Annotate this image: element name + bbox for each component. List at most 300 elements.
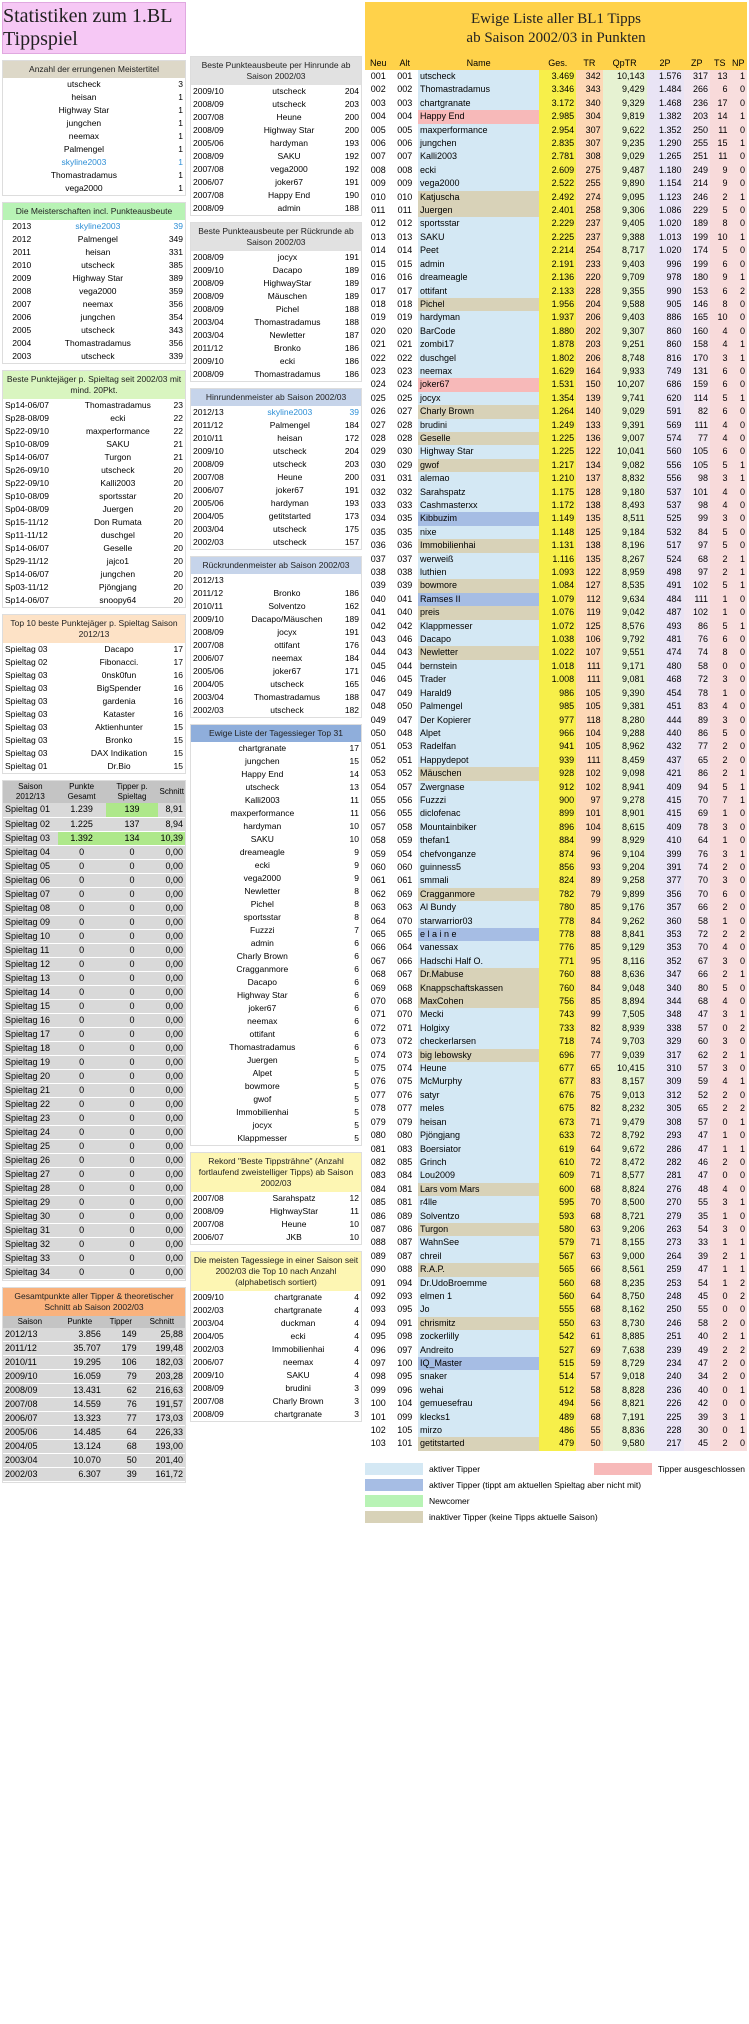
table-cell: 068 xyxy=(370,969,386,980)
table-cell: admin xyxy=(418,258,539,271)
table-row xyxy=(365,620,747,633)
table-cell: 098 xyxy=(370,1371,386,1382)
table-cell: 104 xyxy=(576,821,603,834)
table-cell: 030 xyxy=(397,446,413,457)
table-cell: 13 xyxy=(349,782,359,792)
table-row xyxy=(365,231,747,244)
table-cell: 2002/03 xyxy=(193,705,224,715)
table-cell: 035 xyxy=(397,526,413,537)
table-cell: Spieltag 20 xyxy=(3,1069,58,1083)
table-cell: 0 xyxy=(730,1183,747,1196)
table-cell: 2011/12 xyxy=(193,343,224,353)
table-cell: 97 xyxy=(684,566,711,579)
table-cell: 0 xyxy=(730,888,747,901)
table-cell: 8,162 xyxy=(603,1303,647,1316)
table-cell: 0 xyxy=(106,1251,159,1265)
table-cell: 259 xyxy=(647,1263,684,1276)
table-row xyxy=(191,911,361,924)
table-cell: zockerlilly xyxy=(418,1330,539,1343)
table-cell: 3 xyxy=(710,472,730,485)
table-cell: 2 xyxy=(730,1277,747,1290)
table-cell: Kataster xyxy=(103,709,135,719)
table-cell: 77 xyxy=(684,740,711,753)
table-cell: 415 xyxy=(647,794,684,807)
table-cell: 63 xyxy=(576,1317,603,1330)
table-cell: 64 xyxy=(103,1426,139,1440)
table-cell: 0 xyxy=(106,999,159,1013)
table-cell: 2012/13 xyxy=(193,575,224,585)
table-cell: 0 xyxy=(106,1139,159,1153)
table-row xyxy=(365,714,747,727)
table-cell: HighwayStar xyxy=(269,1206,319,1216)
table-cell: 2011/12 xyxy=(193,588,224,598)
table-cell: 173,03 xyxy=(139,1412,185,1426)
table-cell: 3 xyxy=(710,848,730,861)
table-cell: 1.217 xyxy=(539,459,576,472)
table-cell: 2 xyxy=(710,1049,730,1062)
table-cell: 2 xyxy=(730,1290,747,1303)
table-cell: duckman xyxy=(280,1318,316,1328)
table-cell: 015 xyxy=(397,258,413,269)
table-cell: 018 xyxy=(370,298,386,309)
table-cell: e l a i n e xyxy=(418,928,539,941)
table-cell: 34 xyxy=(684,1370,711,1383)
table-cell: 2008/09 xyxy=(193,1206,224,1216)
table-cell: Dr.UdoBroemme xyxy=(418,1277,539,1290)
table-row xyxy=(365,150,747,163)
table-cell: 024 xyxy=(370,379,386,390)
table-cell: 0,00 xyxy=(158,887,185,901)
table-cell: 029 xyxy=(397,459,413,470)
table-cell: Highway Star xyxy=(237,990,288,1000)
table-cell: 8,901 xyxy=(603,807,647,820)
table-cell: 0 xyxy=(730,821,747,834)
table-cell: 037 xyxy=(397,553,413,564)
table-cell: 031 xyxy=(397,473,413,484)
table-cell: 47 xyxy=(684,1263,711,1276)
table-cell: 9,390 xyxy=(603,687,647,700)
table-cell: 10 xyxy=(710,311,730,324)
table-cell: 1.937 xyxy=(539,311,576,324)
table-cell: 0 xyxy=(58,1181,106,1195)
table-cell: 353 xyxy=(647,941,684,954)
table-cell: 82 xyxy=(576,1022,603,1035)
table-cell: 0 xyxy=(106,859,159,873)
table-cell: 2 xyxy=(710,1357,730,1370)
table-cell: 007 xyxy=(370,151,386,162)
table-cell: 0 xyxy=(58,999,106,1013)
table-cell: SAKU xyxy=(106,439,130,449)
table-cell: 9,098 xyxy=(603,767,647,780)
table-cell: 35 xyxy=(684,1210,711,1223)
table-row xyxy=(365,781,747,794)
table-cell: 8,792 xyxy=(603,1129,647,1142)
table-header: Punkte xyxy=(57,1316,103,1328)
table-cell: 63 xyxy=(576,1223,603,1236)
table-cell: 0 xyxy=(730,539,747,552)
table-cell: 64 xyxy=(576,1143,603,1156)
table-row xyxy=(191,471,361,484)
table-cell: hardyman xyxy=(243,821,282,831)
table-cell: 006 xyxy=(370,138,386,149)
table-cell: Spieltag 02 xyxy=(3,817,58,831)
table-cell: 070 xyxy=(370,996,386,1007)
table-cell: 062 xyxy=(370,888,386,899)
table-row xyxy=(365,660,747,673)
table-cell: 2008 xyxy=(12,286,32,296)
table-cell: 199 xyxy=(684,258,711,271)
table-cell: 003 xyxy=(397,97,413,108)
table-cell: 771 xyxy=(539,955,576,968)
table-cell: 095 xyxy=(370,1331,386,1342)
table-cell: luthien xyxy=(418,566,539,579)
table-cell: 173 xyxy=(344,511,359,521)
table-row xyxy=(365,848,747,861)
table-cell: 0 xyxy=(730,834,747,847)
table-cell: 6 xyxy=(710,258,730,271)
table-cell: 086 xyxy=(370,1210,386,1221)
table-cell: 9,262 xyxy=(603,915,647,928)
table-row xyxy=(365,97,747,110)
table-row xyxy=(191,355,361,368)
table-cell: 188 xyxy=(344,203,359,213)
table-cell: 11 xyxy=(710,124,730,137)
table-cell: 0,00 xyxy=(158,943,185,957)
table-cell: 0 xyxy=(106,943,159,957)
table-cell: 574 xyxy=(647,432,684,445)
table-cell: 013 xyxy=(370,231,386,242)
table-cell: gardenia xyxy=(102,696,136,706)
table-cell: 9,018 xyxy=(603,1370,647,1383)
table-cell: 17 xyxy=(349,743,359,753)
table-row xyxy=(3,529,185,542)
table-cell: 8,615 xyxy=(603,821,647,834)
table-cell: 6 xyxy=(354,1029,359,1039)
table-cell: Juergen xyxy=(418,204,539,217)
table-cell: 98 xyxy=(684,472,711,485)
table-cell: 16 xyxy=(173,709,183,719)
table-cell: 560 xyxy=(539,1290,576,1303)
table-cell: 47 xyxy=(684,1143,711,1156)
table-cell: 11 xyxy=(710,150,730,163)
table-cell: 4 xyxy=(710,486,730,499)
table-cell: 8,824 xyxy=(603,1183,647,1196)
table-cell: Spieltag 32 xyxy=(3,1237,58,1251)
table-cell: 2 xyxy=(710,1370,730,1383)
table-row xyxy=(3,1370,185,1384)
table-cell: 2011/12 xyxy=(3,1342,57,1356)
table-row xyxy=(365,352,747,365)
table-cell: Cragganmore xyxy=(418,888,539,901)
table-cell: 2.492 xyxy=(539,191,576,204)
table-cell: 317 xyxy=(647,1049,684,1062)
table-row xyxy=(191,574,361,587)
table-cell: Mäuschen xyxy=(267,291,308,301)
table-cell: 8 xyxy=(354,912,359,922)
table-cell: 105 xyxy=(684,459,711,472)
table-cell: 293 xyxy=(647,1129,684,1142)
table-cell: 189 xyxy=(344,614,359,624)
table-cell: 0 xyxy=(730,499,747,512)
table-cell: 0 xyxy=(58,845,106,859)
table-cell: 76 xyxy=(684,633,711,646)
table-cell: 0 xyxy=(58,1195,106,1209)
table-cell: 013 xyxy=(397,231,413,242)
table-row xyxy=(365,794,747,807)
table-row xyxy=(3,887,185,901)
table-cell: 1.084 xyxy=(539,579,576,592)
table-cell: 356 xyxy=(647,888,684,901)
table-cell: 6 xyxy=(354,990,359,1000)
table-cell: 186 xyxy=(344,588,359,598)
table-cell: Sarahspatz xyxy=(418,486,539,499)
table-cell: 100 xyxy=(370,1398,386,1409)
table-cell: 053 xyxy=(370,768,386,779)
table-cell: 13 xyxy=(710,70,730,83)
table-cell: 0,00 xyxy=(158,1251,185,1265)
table-cell: Highway Star xyxy=(72,273,124,283)
table-cell: 038 xyxy=(397,567,413,578)
table-row xyxy=(365,821,747,834)
table-cell: 0 xyxy=(730,861,747,874)
table-cell: 10,207 xyxy=(603,378,647,391)
table-cell: Dacapo xyxy=(247,977,277,987)
table-cell: Sp14-06/07 xyxy=(5,400,49,410)
table-row xyxy=(3,233,185,246)
table-row xyxy=(191,626,361,639)
table-cell: 580 xyxy=(539,1223,576,1236)
table-cell: 391 xyxy=(647,861,684,874)
table-row xyxy=(3,1181,185,1195)
table-cell: Spieltag 01 xyxy=(3,803,58,817)
table-cell: Thomastradamus xyxy=(253,692,321,702)
table-cell: utscheck xyxy=(273,537,307,547)
table-cell: 468 xyxy=(647,673,684,686)
table-cell: 085 xyxy=(370,1197,386,1208)
table-row xyxy=(191,150,361,163)
table-cell: Geselle xyxy=(103,543,133,553)
table-cell: 68 xyxy=(684,553,711,566)
table-cell: 8,94 xyxy=(158,817,185,831)
table-cell: 0 xyxy=(730,646,747,659)
table-cell: 1 xyxy=(730,968,747,981)
table-cell: 9,899 xyxy=(603,888,647,901)
table-cell: Lars vom Mars xyxy=(418,1183,539,1196)
table-cell: 106 xyxy=(576,633,603,646)
table-cell: 0 xyxy=(710,660,730,673)
table-cell: 255 xyxy=(576,177,603,190)
table-cell: 083 xyxy=(397,1143,413,1154)
table-cell: 2005 xyxy=(12,325,32,335)
table-cell: gwof xyxy=(253,1094,272,1104)
table-cell: 0 xyxy=(58,1153,106,1167)
table-row xyxy=(3,104,185,117)
table-row xyxy=(365,861,747,874)
table-cell: 494 xyxy=(539,1397,576,1410)
table-cell: Turgon xyxy=(418,1223,539,1236)
table-row xyxy=(365,1075,747,1088)
table-cell: 128 xyxy=(576,486,603,499)
table-cell: SAKU xyxy=(250,834,274,844)
table-cell: 017 xyxy=(397,285,413,296)
table-cell: 6 xyxy=(710,888,730,901)
table-row xyxy=(191,924,361,937)
table-cell: 266 xyxy=(684,83,711,96)
table-cell: 2008/09 xyxy=(193,125,224,135)
table-cell: 8,894 xyxy=(603,995,647,1008)
table-cell: 1.802 xyxy=(539,352,576,365)
table-cell: 204 xyxy=(576,298,603,311)
table-row xyxy=(365,673,747,686)
table-cell: 045 xyxy=(370,660,386,671)
table-cell: 1 xyxy=(730,271,747,284)
table-cell: 0 xyxy=(58,1209,106,1223)
table-row xyxy=(365,191,747,204)
table-cell: 8,832 xyxy=(603,472,647,485)
table-cell: 432 xyxy=(647,740,684,753)
table-cell: 479 xyxy=(539,1437,576,1450)
table-cell: Immobilienhai xyxy=(236,1107,289,1117)
table-cell: 308 xyxy=(647,1116,684,1129)
table-cell: 79 xyxy=(576,888,603,901)
table-cell: 087 xyxy=(397,1250,413,1261)
table-cell: 2009/10 xyxy=(193,1292,224,1302)
table-cell: 83 xyxy=(684,700,711,713)
table-cell: 2009/10 xyxy=(193,265,224,275)
table-cell: 100 xyxy=(397,1358,413,1368)
table-cell: 2 xyxy=(710,901,730,914)
table-row xyxy=(365,606,747,619)
table-cell: 0 xyxy=(58,1223,106,1237)
table-cell: 331 xyxy=(168,247,183,257)
table-cell: 102 xyxy=(684,579,711,592)
table-cell: 008 xyxy=(370,164,386,175)
table-row xyxy=(3,451,185,464)
table-row xyxy=(365,204,747,217)
table-cell: Thomastradamus xyxy=(254,317,321,327)
table-cell: 9,403 xyxy=(603,311,647,324)
table-cell: 0 xyxy=(730,1303,747,1316)
table-cell: 180 xyxy=(684,271,711,284)
table-cell: 184 xyxy=(344,420,359,430)
table-cell: ecki xyxy=(290,1331,306,1341)
table-cell: 1.878 xyxy=(539,338,576,351)
table-cell: 304 xyxy=(576,110,603,123)
table-cell: 079 xyxy=(370,1116,386,1127)
middle-column xyxy=(190,56,362,1422)
table-row xyxy=(3,1251,185,1265)
table-row xyxy=(365,834,747,847)
table-cell: 13.431 xyxy=(57,1384,103,1398)
table-cell: 0 xyxy=(730,1089,747,1102)
table-cell: 254 xyxy=(576,244,603,257)
table-cell: 9,703 xyxy=(603,1035,647,1048)
table-cell: 199,48 xyxy=(139,1342,185,1356)
table-row xyxy=(365,1102,747,1115)
table-row xyxy=(365,874,747,887)
table-cell: 6 xyxy=(354,964,359,974)
table-cell: Bronko xyxy=(105,735,133,745)
table-row xyxy=(3,1139,185,1153)
table-cell: 1 xyxy=(730,1411,747,1424)
table-cell: 033 xyxy=(370,500,386,510)
table-cell: 20 xyxy=(173,504,183,514)
table-row xyxy=(191,1067,361,1080)
table-cell: 619 xyxy=(539,1143,576,1156)
table-cell: Sarahspatz xyxy=(272,1193,316,1203)
table-cell: 67 xyxy=(684,955,711,968)
table-cell: 451 xyxy=(647,700,684,713)
table-cell: 2 xyxy=(730,928,747,941)
table-row xyxy=(3,143,185,156)
table-cell: Palmengel xyxy=(269,420,310,430)
table-cell: 20 xyxy=(173,478,183,488)
table-cell: jocyx xyxy=(277,252,298,262)
table-cell: 0 xyxy=(58,985,106,999)
table-cell: 343 xyxy=(168,325,183,335)
table-cell: 0 xyxy=(730,217,747,230)
table-cell: 0 xyxy=(58,887,106,901)
table-cell: 4 xyxy=(710,700,730,713)
table-cell: Heune xyxy=(418,1062,539,1075)
table-cell: 075 xyxy=(397,1076,413,1087)
table-cell: 9,258 xyxy=(603,874,647,887)
table-cell: 9,007 xyxy=(603,432,647,445)
table-cell: 012 xyxy=(397,218,413,229)
table-cell: 17 xyxy=(173,644,183,654)
table-cell: 024 xyxy=(397,379,413,390)
table-cell: 886 xyxy=(647,311,684,324)
table-cell: 150 xyxy=(576,378,603,391)
table-cell: 15 xyxy=(173,722,183,732)
table-cell: Spieltag 13 xyxy=(3,971,58,985)
table-row xyxy=(3,708,185,721)
table-cell: 048 xyxy=(397,727,413,738)
table-cell: 2 xyxy=(710,1102,730,1115)
table-cell: Sp29-11/12 xyxy=(5,556,49,566)
table-row xyxy=(365,137,747,150)
table-cell: 59 xyxy=(576,1357,603,1370)
table-cell: 2 xyxy=(730,285,747,298)
table-cell: 94 xyxy=(684,781,711,794)
table-row xyxy=(191,432,361,445)
table-row xyxy=(3,1384,185,1398)
table-cell: 2 xyxy=(710,1317,730,1330)
table-cell: Spieltag 14 xyxy=(3,985,58,999)
table-cell: 514 xyxy=(539,1370,576,1383)
table-cell: 749 xyxy=(647,365,684,378)
table-cell: 119 xyxy=(576,606,603,619)
table-cell: 049 xyxy=(397,687,413,698)
table-row xyxy=(191,264,361,277)
table-cell: 233 xyxy=(576,258,603,271)
table-cell: 42 xyxy=(684,1397,711,1410)
table-cell: 058 xyxy=(370,835,386,846)
table-cell: 307 xyxy=(576,124,603,137)
table-cell: 9,129 xyxy=(603,941,647,954)
table-cell: 2007/08 xyxy=(193,1193,224,1203)
table-row xyxy=(191,781,361,794)
table-cell: 191 xyxy=(344,252,359,262)
table-cell: 9,741 xyxy=(603,392,647,405)
table-row xyxy=(3,516,185,529)
table-cell: 7,191 xyxy=(603,1411,647,1424)
table-cell: 896 xyxy=(539,821,576,834)
table-cell: utscheck xyxy=(272,86,306,96)
table-cell: Spieltag 33 xyxy=(3,1251,58,1265)
table-cell: admin xyxy=(277,203,301,213)
table-cell: Spieltag 06 xyxy=(3,873,58,887)
